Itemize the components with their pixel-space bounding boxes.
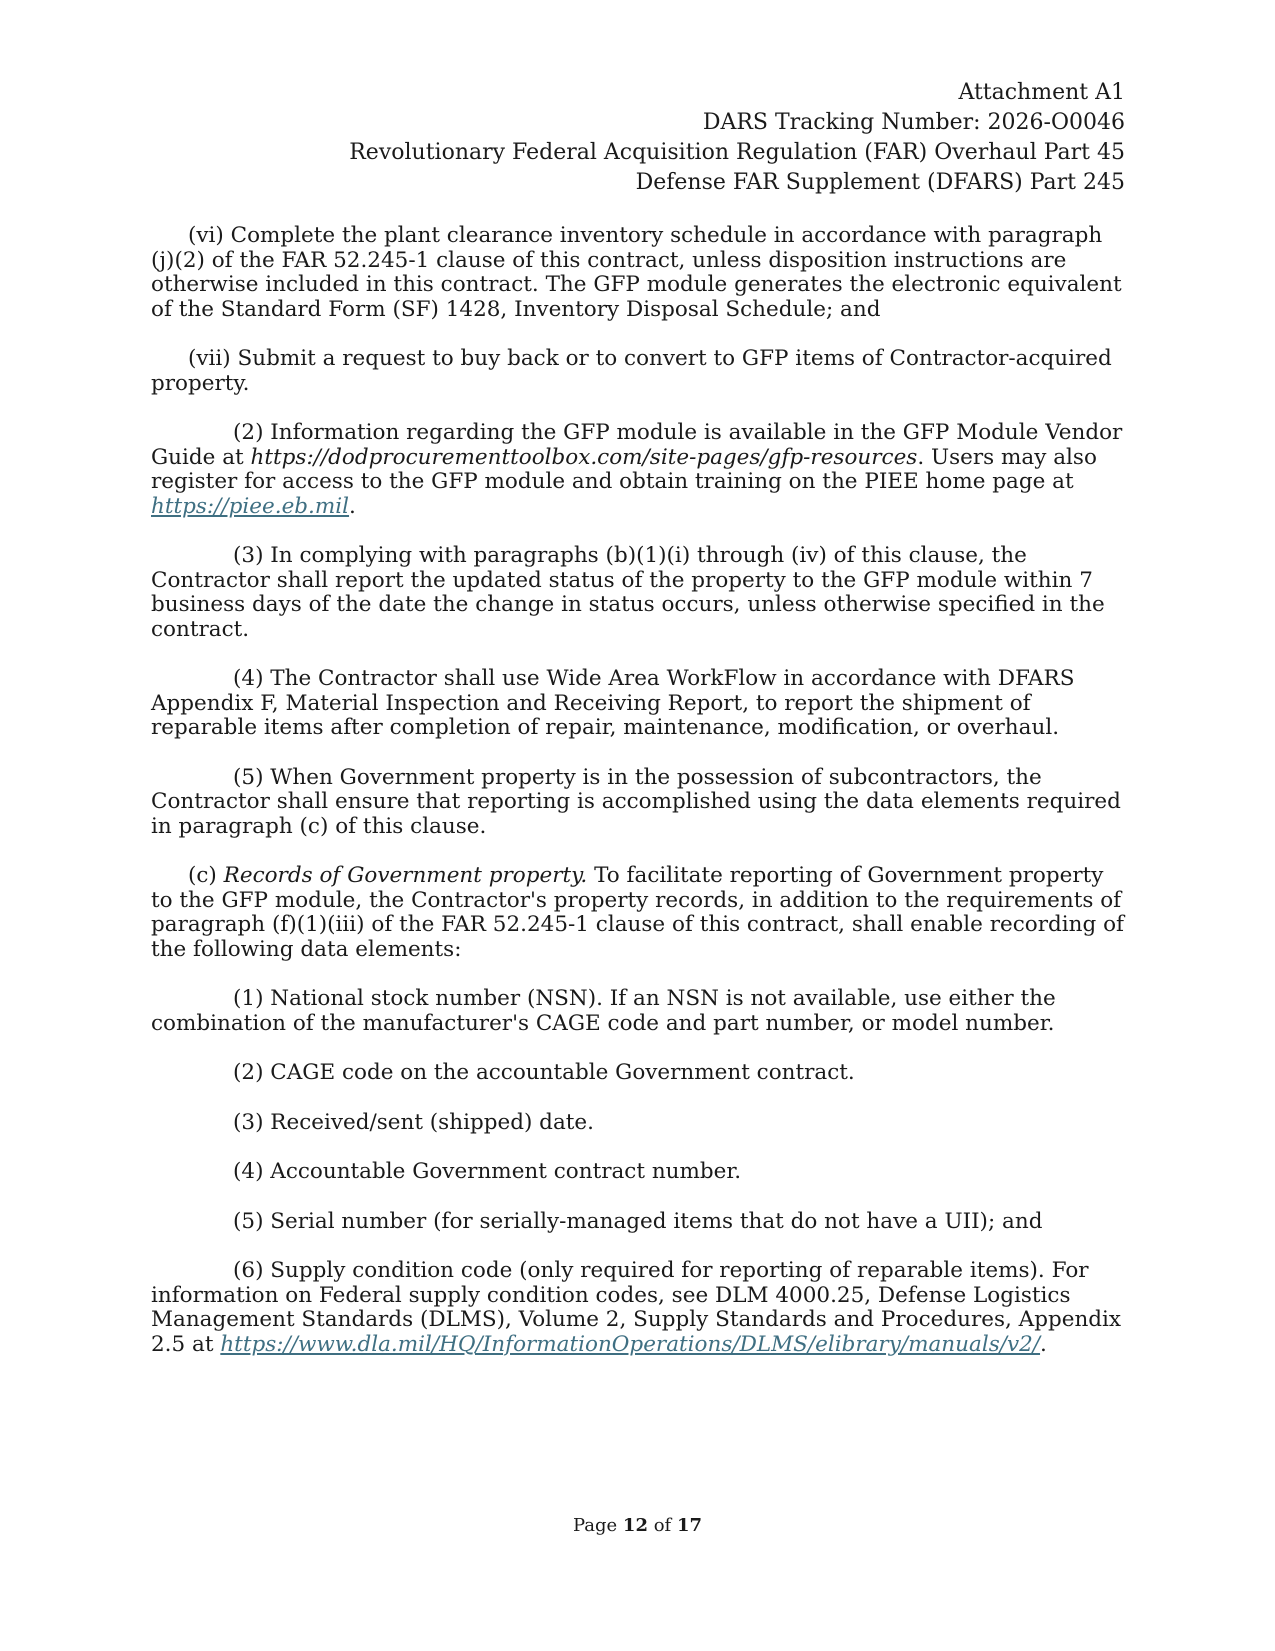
page-number-prefix: Page <box>572 1515 623 1536</box>
data-element-6 <box>151 1259 1126 1357</box>
dla-dlms-link[interactable]: https://www.dla.mil/HQ/InformationOperations/DLMS/elibrary/manuals/v2/ <box>220 1331 1041 1357</box>
paragraph-c <box>151 864 1126 962</box>
header-tracking-number: DARS Tracking Number: 2026-O0046 <box>702 110 1125 135</box>
piee-link[interactable]: https://piee.eb.mil <box>151 493 350 519</box>
paragraph-2-text-b: . Users may also register for access to the GFP module and obtain training on the PIEE home page at <box>151 444 1097 494</box>
header-dfars-part: Defense FAR Supplement (DFARS) Part 245 <box>635 170 1125 195</box>
page-number-total: 17 <box>676 1515 702 1536</box>
paragraph-2-text-c: . <box>349 493 356 519</box>
page-number-middle: of <box>647 1515 677 1536</box>
gfp-vendor-guide-url: https://dodprocurementtoolbox.com/site-pages/gfp-resources <box>250 444 918 470</box>
data-element-6-text-a: (6) Supply condition code (only required for reporting of reparable items). For information on Federal supply condition codes, see DLM 4000.25, Defense Logistics Management Standards (DLMS), Volume 2, Supply Standards and Procedures, Appendix 2.5 at <box>151 1258 1122 1357</box>
paragraph-4: (4) The Contractor shall use Wide Area WorkFlow in accordance with DFARS Appendix F, Material Inspection and Receiving Report, to report the shipment of reparable items after completion of repair, maintenance, modification, or overhaul. <box>151 666 1075 740</box>
paragraph-2 <box>151 421 1126 519</box>
paragraph-vi: (vi) Complete the plant clearance inventory schedule in accordance with paragraph (j)(2) of the FAR 52.245-1 clause of this contract, unless disposition instructions are otherwise included in this contract. The GFP module generates the electronic equivalent of the Standard Form (SF) 1428, Inventory Disposal Schedule; and <box>151 223 1122 322</box>
paragraph-c-label: (c) <box>188 863 224 888</box>
data-element-6-text-b: . <box>1040 1331 1047 1357</box>
header-far-part: Revolutionary Federal Acquisition Regulation (FAR) Overhaul Part 45 <box>349 140 1125 165</box>
data-element-4: (4) Accountable Government contract number. <box>233 1159 742 1184</box>
data-element-3: (3) Received/sent (shipped) date. <box>233 1109 594 1135</box>
page-number-current: 12 <box>622 1515 648 1536</box>
data-element-1: (1) National stock number (NSN). If an NSN is not available, use either the combination of the manufacturer's CAGE code and part number, or model number. <box>151 986 1056 1036</box>
data-element-5: (5) Serial number (for serially-managed items that do not have a UII); and <box>233 1208 1043 1234</box>
paragraph-c-text: To facilitate reporting of Government property to the GFP module, the Contractor's property records, in addition to the requirements of paragraph (f)(1)(iii) of the FAR 52.245-1 clause of this contract, shall enable recording of the following data elements: <box>151 863 1124 962</box>
page-footer <box>0 1515 1275 1536</box>
data-element-2: (2) CAGE code on the accountable Government contract. <box>233 1060 855 1085</box>
paragraph-vii: (vii) Submit a request to buy back or to convert to GFP items of Contractor-acquired property. <box>151 346 1112 396</box>
document-body <box>151 224 1126 1382</box>
paragraph-c-title: Records of Government property. <box>223 863 588 888</box>
page-header <box>349 78 1125 198</box>
paragraph-3: (3) In complying with paragraphs (b)(1)(i) through (iv) of this clause, the Contractor shall report the updated status of the property to the GFP module within 7 business days of the date the change in status occurs, unless otherwise specified in the contract. <box>151 543 1105 642</box>
paragraph-2-text-a: (2) Information regarding the GFP module is available in the GFP Module Vendor Guide at <box>151 420 1123 470</box>
paragraph-5: (5) When Government property is in the possession of subcontractors, the Contractor shall ensure that reporting is accomplished using the data elements required in paragraph (c) of this clause. <box>151 764 1121 839</box>
header-attachment: Attachment A1 <box>958 80 1125 105</box>
